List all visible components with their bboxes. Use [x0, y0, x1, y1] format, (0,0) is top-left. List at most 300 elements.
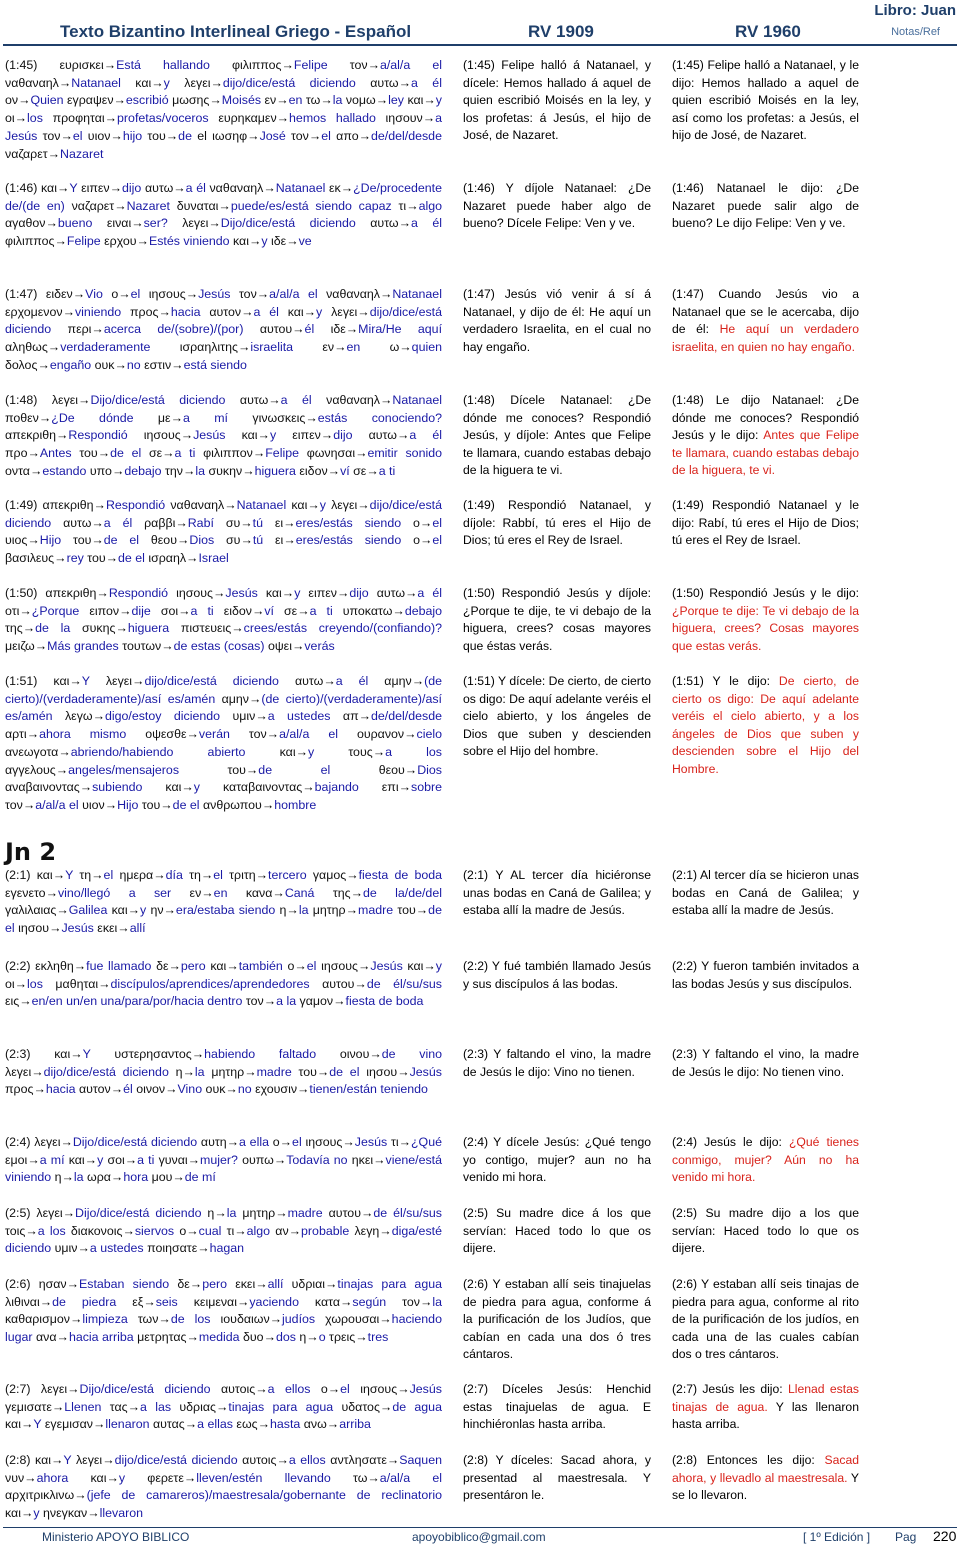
greek-word: λεγη: [354, 1223, 380, 1238]
footer-page-number: 220: [933, 1528, 957, 1544]
spanish-gloss: Dijo/dice/está diciendo: [75, 1206, 202, 1220]
greek-word: φιλιππος: [5, 234, 55, 249]
greek-word: τας: [109, 1399, 128, 1414]
rv1960-text: [672, 1276, 859, 1364]
greek-word: ιδε: [271, 234, 287, 249]
spanish-gloss: está siendo: [183, 357, 247, 372]
greek-word: σοι: [107, 1152, 125, 1167]
greek-word: ωρα: [87, 1170, 111, 1185]
greek-word: ποθεν: [5, 410, 39, 425]
arrow-icon: →: [295, 744, 308, 759]
greek-word: λεγει: [184, 75, 211, 90]
arrow-icon: →: [114, 198, 127, 213]
greek-word: ουρανον: [356, 727, 405, 742]
spanish-gloss: el: [321, 128, 331, 143]
words-of-jesus: Llenad estas tinajas de agua.: [672, 1382, 859, 1414]
greek-word: η: [299, 1330, 307, 1345]
spanish-gloss: madre: [358, 903, 394, 918]
arrow-icon: →: [162, 446, 175, 461]
spanish-gloss: de el: [118, 551, 145, 566]
arrow-icon: →: [185, 287, 199, 301]
arrow-icon: →: [72, 287, 86, 301]
spanish-gloss: fue llamado: [86, 959, 152, 973]
greek-word: ειναι: [106, 216, 132, 231]
greek-word: υιον: [82, 797, 105, 812]
greek-word: τον: [291, 128, 309, 143]
greek-word: υμιν: [232, 709, 256, 724]
spanish-gloss: la: [195, 463, 206, 478]
spanish-gloss: Más grandes: [47, 639, 119, 654]
verse-text: (1:46) Natanael le dijo: ¿De Nazaret puede salir algo de bueno? Le dijo Felipe: Ven y ve.: [672, 181, 859, 231]
arrow-icon: →: [225, 1082, 238, 1097]
spanish-gloss: a ti: [174, 446, 196, 461]
arrow-icon: →: [327, 463, 341, 478]
greek-word: οψει: [267, 639, 292, 654]
greek-word: και: [279, 744, 296, 759]
greek-word: σε: [148, 446, 163, 461]
greek-word: οψεσθε: [145, 727, 187, 742]
greek-word: τοις: [5, 1223, 26, 1238]
arrow-icon: →: [54, 234, 67, 249]
arrow-icon: →: [47, 340, 61, 355]
arrow-icon: →: [379, 393, 393, 407]
arrow-icon: →: [183, 463, 196, 478]
arrow-icon: →: [92, 709, 105, 724]
spanish-gloss: debajo: [124, 463, 162, 478]
arrow-icon: →: [226, 1135, 240, 1149]
greek-word: el ιωσηφ: [197, 128, 248, 143]
spanish-gloss: vino/llegó a ser: [57, 885, 172, 900]
footer-email: apoyobiblico@gmail.com: [412, 1530, 546, 1544]
greek-interlinear: [5, 1205, 442, 1258]
spanish-gloss: dijo/dice/está diciendo: [5, 498, 442, 530]
greek-word: αμην: [221, 691, 249, 706]
arrow-icon: →: [281, 58, 294, 72]
spanish-gloss: la: [73, 1170, 84, 1185]
rv1960-text: [672, 585, 859, 655]
spanish-gloss: hacia: [45, 1082, 76, 1097]
arrow-icon: →: [209, 93, 222, 108]
greek-word: ναθαναηλ: [326, 393, 380, 407]
spanish-gloss: bueno: [57, 216, 93, 231]
arrow-icon: →: [240, 533, 253, 548]
rv1909-text: [463, 57, 651, 145]
greek-word: επι: [381, 780, 399, 795]
greek-word: υμιν: [54, 1241, 78, 1256]
spanish-gloss: el: [103, 868, 114, 882]
spanish-gloss: Y: [63, 1453, 72, 1467]
arrow-icon: →: [60, 1135, 73, 1149]
greek-word: ιησου: [18, 921, 50, 936]
arrow-icon: →: [132, 674, 145, 688]
greek-word: ει: [274, 515, 284, 530]
greek-word: και: [291, 498, 308, 512]
arrow-icon: →: [291, 639, 305, 654]
arrow-icon: →: [102, 1453, 115, 1467]
arrow-icon: →: [127, 1399, 141, 1414]
greek-word: λεγει: [36, 1206, 63, 1220]
arrow-icon: →: [45, 885, 58, 900]
arrow-icon: →: [326, 1417, 340, 1432]
verse-ref: (2:5): [5, 1206, 31, 1220]
verse-ref: (1:47): [5, 287, 38, 301]
arrow-icon: →: [52, 868, 66, 882]
greek-word: οι: [5, 976, 15, 991]
greek-word: εκει: [97, 921, 118, 936]
arrow-icon: →: [286, 903, 299, 918]
greek-word: και: [135, 75, 152, 90]
greek-word: ισραηλ: [148, 551, 187, 566]
arrow-icon: →: [237, 340, 251, 355]
arrow-icon: →: [241, 304, 254, 319]
rv1960-text: [672, 1381, 859, 1434]
greek-word: υστερησαντος: [114, 1047, 192, 1061]
greek-word: συ: [226, 533, 241, 548]
greek-word: λεγει: [331, 304, 358, 319]
greek-word: εμοι: [5, 1152, 28, 1167]
arrow-icon: →: [360, 1206, 374, 1220]
spanish-gloss: angeles/mensajeros: [68, 762, 180, 777]
arrow-icon: →: [333, 994, 346, 1009]
verse-text: (2:2) Y fueron también invitados a las bodas Jesús y sus discípulos.: [672, 959, 859, 991]
spanish-gloss: allí: [267, 1277, 284, 1291]
arrow-icon: →: [396, 428, 410, 443]
spanish-gloss: tres: [367, 1330, 389, 1345]
spanish-gloss: Quien: [30, 93, 64, 108]
arrow-icon: →: [70, 1047, 83, 1061]
spanish-gloss: de el: [258, 762, 331, 777]
spanish-gloss: Jesús: [193, 428, 226, 443]
spanish-gloss: a mí: [182, 410, 229, 425]
greek-word: συ: [225, 515, 241, 530]
spanish-gloss: ¿De/procedente de/(de en): [5, 181, 442, 213]
spanish-gloss: dijo/dice/está diciendo: [5, 304, 443, 337]
page-footer: [0, 1527, 960, 1548]
arrow-icon: →: [320, 428, 334, 443]
spanish-gloss: hemos hallado: [289, 111, 376, 126]
greek-interlinear: [5, 1046, 442, 1099]
spanish-gloss: Dios: [189, 533, 215, 548]
arrow-icon: →: [397, 1382, 410, 1396]
spanish-gloss: la: [194, 1064, 205, 1079]
greek-word: ναζαρετ: [5, 146, 48, 161]
greek-word: εως: [236, 1417, 258, 1432]
greek-word: ποιησατε: [147, 1241, 198, 1256]
arrow-icon: →: [218, 198, 231, 213]
greek-word: μαθηται: [55, 976, 99, 991]
arrow-icon: →: [18, 93, 31, 108]
greek-word: προφηται: [52, 111, 105, 126]
arrow-icon: →: [69, 674, 82, 688]
arrow-icon: →: [151, 75, 164, 90]
greek-word: των: [137, 1312, 159, 1327]
greek-interlinear: [5, 392, 442, 481]
spanish-gloss: y: [33, 1506, 40, 1521]
verse-text: (1:50) Respondió Jesús y díjole: ¿Porque te dije, te vi debajo de la higuera, crees? cosas mayores que éstas verás.: [463, 586, 651, 653]
greek-word: αυτον: [209, 304, 242, 319]
arrow-icon: →: [276, 1453, 289, 1467]
greek-word: λιθιναι: [5, 1294, 40, 1309]
greek-word: γεμισατε: [5, 1399, 52, 1414]
arrow-icon: →: [54, 551, 67, 566]
arrow-icon: →: [184, 1417, 198, 1432]
spanish-gloss: el: [213, 868, 223, 882]
arrow-icon: →: [110, 1082, 124, 1097]
spanish-gloss: y: [193, 780, 200, 795]
greek-word: τουτων: [122, 639, 162, 654]
arrow-icon: →: [118, 287, 131, 301]
arrow-icon: →: [113, 93, 126, 108]
arrow-icon: →: [276, 93, 289, 108]
arrow-icon: →: [286, 234, 299, 249]
greek-word: ιησουν: [385, 111, 423, 126]
verse-ref: (2:1): [5, 868, 31, 882]
greek-word: ουπω: [242, 1152, 274, 1167]
arrow-icon: →: [327, 1382, 341, 1396]
greek-word: εξ: [132, 1294, 144, 1309]
greek-word: του: [73, 533, 92, 548]
spanish-gloss: Antes: [39, 446, 72, 461]
spanish-gloss: higuera: [127, 621, 170, 636]
greek-word: του: [227, 762, 246, 777]
greek-word: προς: [130, 304, 159, 319]
arrow-icon: →: [22, 621, 36, 636]
arrow-icon: →: [244, 1064, 257, 1079]
greek-word: εγραψεν: [67, 93, 114, 108]
arrow-icon: →: [255, 1277, 268, 1291]
arrow-icon: →: [78, 393, 91, 407]
verse-ref: (2:6): [5, 1277, 31, 1291]
greek-word: αυτας: [152, 1417, 185, 1432]
greek-word: ειπεν: [81, 181, 110, 195]
greek-word: αναβαινοντας: [5, 780, 80, 795]
spanish-gloss: dijo/dice/está diciendo: [222, 75, 356, 90]
spanish-gloss: Dios: [417, 762, 442, 777]
arrow-icon: →: [84, 1152, 98, 1167]
arrow-icon: →: [170, 410, 183, 425]
arrow-icon: →: [105, 551, 119, 566]
greek-word: και: [54, 1047, 71, 1061]
greek-word: και: [407, 93, 424, 108]
arrow-icon: →: [316, 1064, 330, 1079]
greek-word: ιησου: [366, 1064, 398, 1079]
arrow-icon: →: [180, 428, 194, 443]
spanish-gloss: hacia arriba: [68, 1330, 134, 1345]
greek-word: απ: [342, 709, 359, 724]
spanish-gloss: de el: [5, 903, 442, 936]
spanish-gloss: Respondió: [108, 586, 169, 600]
greek-word: και: [41, 181, 57, 195]
spanish-gloss: pero: [180, 959, 206, 973]
arrow-icon: →: [240, 515, 253, 530]
rv1960-text: [672, 1134, 859, 1187]
greek-interlinear: [5, 673, 442, 815]
spanish-gloss: fiesta de boda: [358, 868, 443, 882]
greek-word: τη: [189, 868, 201, 882]
greek-word: και: [35, 1453, 51, 1467]
spanish-gloss: Estés viniendo: [148, 234, 230, 249]
arrow-icon: →: [114, 357, 127, 372]
words-of-jesus: De cierto, de cierto os digo: De aquí adelante veréis el cielo abierto, y a los ángeles de Dios que suben y descienden sobre el Hijo del Hombre.: [672, 674, 859, 776]
words-of-jesus: ¿Porque te dije: Te vi debajo de la higuera, crees? Cosas mayores que estas verás.: [672, 603, 859, 653]
spanish-gloss: de el: [103, 533, 140, 548]
arrow-icon: →: [255, 868, 269, 882]
spanish-gloss: dijo: [122, 181, 142, 195]
greek-word: και: [36, 868, 53, 882]
spanish-gloss: engaño: [49, 357, 92, 372]
arrow-icon: →: [263, 1330, 276, 1345]
greek-word: τον: [238, 287, 257, 301]
greek-word: μωσης: [172, 93, 210, 108]
spanish-gloss: haciendo lugar: [5, 1312, 442, 1345]
verse-ref: (1:45): [5, 58, 38, 72]
greek-word: οτι: [5, 603, 20, 618]
greek-word: τρεις: [329, 1330, 356, 1345]
spanish-gloss: según: [352, 1294, 387, 1309]
greek-word: ο: [413, 533, 420, 548]
arrow-icon: →: [373, 1152, 386, 1167]
words-of-jesus: ¿Qué tienes conmigo, mujer? Aún no ha venido mi hora.: [672, 1135, 859, 1185]
verse-text: (2:8) Y díceles: Sacad ahora, y presentad al maestresala. Y presentáron le.: [463, 1453, 651, 1503]
spanish-gloss: hacia: [170, 304, 201, 319]
spanish-gloss: Felipe: [265, 446, 299, 461]
arrow-icon: →: [38, 410, 52, 425]
greek-word: εγεμισαν: [44, 1417, 94, 1432]
greek-word: ειπεν: [308, 586, 337, 600]
verse-text: (2:8) Entonces les dijo:: [672, 1453, 825, 1467]
arrow-icon: →: [56, 1330, 69, 1345]
spanish-gloss: Respondió: [105, 498, 166, 512]
greek-word: και: [53, 674, 70, 688]
spanish-gloss: Caná: [284, 885, 315, 900]
rv1960-text: [672, 1205, 859, 1258]
greek-word: αυτου: [328, 1206, 361, 1220]
spanish-gloss: a ella: [239, 1135, 269, 1149]
arrow-icon: →: [122, 1223, 135, 1238]
greek-word: βασιλευς: [5, 551, 55, 566]
spanish-gloss: crees/estás creyendo/(confiando)?: [243, 621, 442, 636]
spanish-gloss: y: [435, 93, 442, 108]
greek-word: υιος: [5, 533, 28, 548]
greek-word: απεκριθη: [5, 428, 57, 443]
spanish-gloss: a los: [385, 744, 442, 759]
greek-word: και: [265, 586, 282, 600]
arrow-icon: →: [96, 586, 109, 600]
greek-word: ιδε: [330, 322, 346, 337]
greek-word: ουκ: [205, 1082, 226, 1097]
arrow-icon: →: [358, 128, 371, 143]
spanish-gloss: allí: [129, 921, 146, 936]
greek-word: ησαν: [38, 1277, 67, 1291]
spanish-gloss: y: [319, 498, 326, 512]
spanish-gloss: de/del/desde: [371, 709, 442, 724]
greek-word: της: [5, 621, 23, 636]
greek-word: ισραηλιτης: [179, 340, 238, 355]
greek-word: ναζαρετ: [71, 198, 115, 213]
arrow-icon: →: [354, 976, 367, 991]
greek-word: μειζω: [5, 639, 35, 654]
arrow-icon: →: [210, 75, 223, 90]
spanish-gloss: seis: [155, 1294, 178, 1309]
arrow-icon: →: [22, 797, 36, 812]
rv1909-text: [463, 1134, 651, 1187]
greek-word: αληθως: [5, 340, 48, 355]
spanish-gloss: discípulos/aprendices/aprendedores: [110, 976, 310, 991]
arrow-icon: →: [358, 959, 371, 973]
greek-interlinear: [5, 1134, 442, 1187]
arrow-icon: →: [342, 1135, 355, 1149]
arrow-icon: →: [275, 1206, 288, 1220]
greek-word: υδατος: [341, 1399, 380, 1414]
arrow-icon: →: [247, 128, 260, 143]
greek-word: λεγει: [75, 1453, 103, 1467]
greek-word: λεγει: [51, 393, 79, 407]
greek-word: υδριας: [179, 1399, 216, 1414]
verse-ref: (2:2): [5, 959, 31, 973]
rv1909-text: [463, 585, 651, 655]
arrow-icon: →: [175, 515, 188, 530]
arrow-icon: →: [158, 304, 171, 319]
arrow-icon: →: [257, 428, 270, 443]
spanish-gloss: Y: [81, 674, 90, 688]
arrow-icon: →: [186, 1223, 199, 1238]
arrow-icon: →: [350, 885, 363, 900]
spanish-gloss: diga/esté diciendo: [5, 1223, 442, 1256]
arrow-icon: →: [208, 216, 221, 231]
arrow-icon: →: [60, 128, 73, 143]
spanish-gloss: a ti: [378, 463, 396, 478]
verse-text: (2:3) Y faltando el vino, la madre de Jesús le dijo: Vino no tienen.: [463, 1047, 651, 1079]
greek-word: αμην: [384, 674, 412, 688]
spanish-gloss: dijo: [333, 428, 353, 443]
arrow-icon: →: [379, 1223, 392, 1238]
verse-text: (1:48) Dícele Natanael: ¿De dónde me conoces? Respondió Jesús, y díjole: Antes que Felipe te llamara, cuando estabas debajo de la higuera te vi.: [463, 393, 651, 478]
verse-text: (1:49) Respondió Natanael, y díjole: Rabbí, tú eres el Hijo de Dios; tú eres el Rey de Israel.: [463, 498, 651, 548]
greek-word: ιησους: [360, 1382, 398, 1396]
greek-word: και: [68, 1152, 85, 1167]
verse-text: (1:47) Jesús vió venir á sí á Natanael, y dijo de él: He aquí un verdadero Israelita, en el cual no hay engaño.: [463, 287, 651, 354]
spanish-gloss: y: [269, 428, 277, 443]
verse-text: (2:6) Y estaban allí seis tinajas de piedra para agua, conforme al rito de la purificación de los judíos, en cada una de las cuales cabían dos o tres cántaros.: [672, 1277, 859, 1362]
rv1909-text: [463, 958, 651, 993]
arrow-icon: →: [273, 1152, 287, 1167]
spanish-gloss: digo/estoy diciendo: [104, 709, 221, 724]
spanish-gloss: Jesús: [370, 959, 403, 973]
greek-word: με: [157, 410, 171, 425]
spanish-gloss: a él: [185, 181, 206, 195]
greek-word: εν: [322, 340, 335, 355]
greek-word: ναθαναηλ: [209, 181, 264, 195]
greek-word: εγενετο: [5, 885, 46, 900]
arrow-icon: →: [404, 727, 417, 742]
arrow-icon: →: [58, 75, 72, 90]
greek-word: τι: [390, 1135, 399, 1149]
greek-word: κατα: [314, 1294, 341, 1309]
rv1909-text: [463, 180, 651, 233]
spanish-gloss: dijo/dice/está diciendo: [43, 1064, 169, 1079]
spanish-gloss: cual: [198, 1223, 222, 1238]
greek-word: περι: [67, 322, 92, 337]
greek-word: ερχου: [104, 234, 137, 249]
arrow-icon: →: [103, 58, 117, 72]
spanish-gloss: algo: [246, 1223, 271, 1238]
rv1960-text: [672, 958, 859, 993]
spanish-gloss: Rabí: [187, 515, 214, 530]
arrow-icon: →: [131, 216, 144, 231]
spanish-gloss: Jesús: [354, 1135, 388, 1149]
arrow-icon: →: [255, 709, 268, 724]
greek-word: εν: [189, 885, 202, 900]
